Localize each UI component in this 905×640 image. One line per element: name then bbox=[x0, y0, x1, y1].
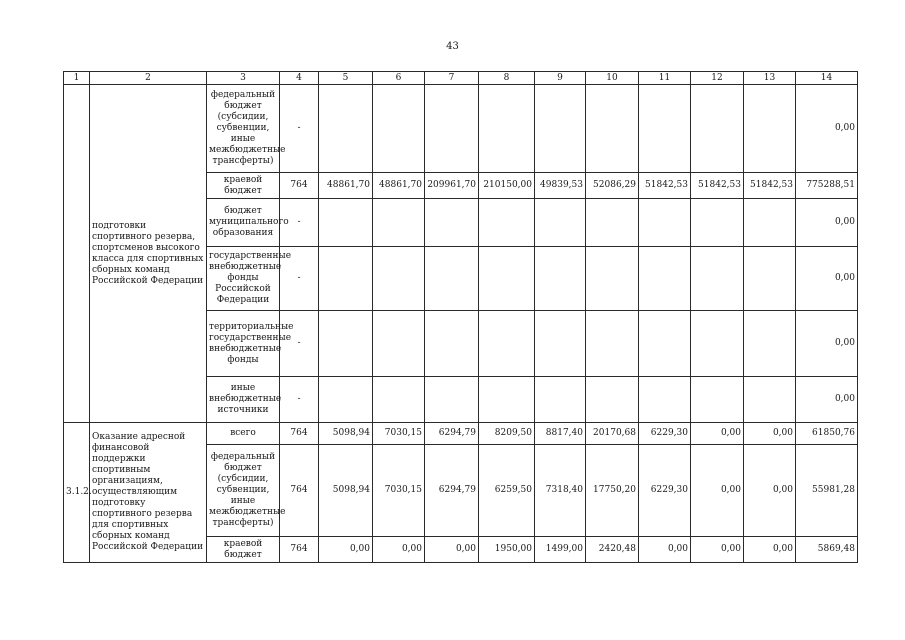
funding-source: федеральный бюджет (субсидии, субвенции, иные межбюджетные трансферты) bbox=[207, 445, 280, 537]
year-value bbox=[319, 85, 373, 173]
year-value bbox=[319, 247, 373, 311]
year-value bbox=[319, 199, 373, 247]
year-value bbox=[373, 85, 425, 173]
year-value bbox=[535, 247, 586, 311]
year-value bbox=[586, 199, 639, 247]
year-value bbox=[479, 377, 535, 423]
year-value: 20170,68 bbox=[586, 423, 639, 445]
year-value bbox=[744, 247, 796, 311]
year-value bbox=[479, 247, 535, 311]
column-number: 11 bbox=[639, 72, 691, 85]
year-value: 8817,40 bbox=[535, 423, 586, 445]
year-value bbox=[425, 377, 479, 423]
year-value bbox=[479, 85, 535, 173]
year-value bbox=[425, 311, 479, 377]
year-value: 6229,30 bbox=[639, 423, 691, 445]
year-value bbox=[535, 85, 586, 173]
budget-code: 764 bbox=[280, 423, 319, 445]
year-value bbox=[479, 311, 535, 377]
funding-source: федеральный бюджет (субсидии, субвенции, иные межбюджетные трансферты) bbox=[207, 85, 280, 173]
year-value bbox=[425, 85, 479, 173]
year-value bbox=[639, 247, 691, 311]
year-value bbox=[425, 199, 479, 247]
funding-source: иные внебюджетные источники bbox=[207, 377, 280, 423]
column-number: 1 bbox=[64, 72, 90, 85]
year-value: 0,00 bbox=[319, 537, 373, 563]
year-value: 5098,94 bbox=[319, 445, 373, 537]
year-value bbox=[586, 247, 639, 311]
year-value: 1950,00 bbox=[479, 537, 535, 563]
budget-code: - bbox=[280, 199, 319, 247]
year-value: 1499,00 bbox=[535, 537, 586, 563]
year-value bbox=[639, 85, 691, 173]
budget-code: 764 bbox=[280, 445, 319, 537]
year-value: 7030,15 bbox=[373, 445, 425, 537]
total-value: 0,00 bbox=[796, 377, 858, 423]
year-value: 51842,53 bbox=[639, 173, 691, 199]
budget-code: - bbox=[280, 377, 319, 423]
budget-code: - bbox=[280, 85, 319, 173]
column-numbers-row bbox=[64, 72, 858, 85]
year-value: 5098,94 bbox=[319, 423, 373, 445]
year-value: 0,00 bbox=[425, 537, 479, 563]
total-value: 775288,51 bbox=[796, 173, 858, 199]
column-number: 2 bbox=[90, 72, 207, 85]
column-number: 6 bbox=[373, 72, 425, 85]
column-number: 12 bbox=[691, 72, 744, 85]
year-value bbox=[691, 247, 744, 311]
row-number: 3.1.2. bbox=[64, 423, 90, 563]
year-value bbox=[639, 311, 691, 377]
year-value bbox=[535, 199, 586, 247]
year-value bbox=[691, 199, 744, 247]
column-number: 5 bbox=[319, 72, 373, 85]
funding-source: бюджет муниципального образования bbox=[207, 199, 280, 247]
year-value bbox=[586, 85, 639, 173]
column-number: 9 bbox=[535, 72, 586, 85]
year-value: 0,00 bbox=[744, 423, 796, 445]
measure-name: Оказание адресной финансовой поддержки спортивным организациям, осуществляющим подготовку спортивного резерва для спортивных сборных команд Российской Федерации bbox=[90, 423, 207, 563]
budget-code: 764 bbox=[280, 173, 319, 199]
year-value bbox=[425, 247, 479, 311]
funding-source: краевой бюджет bbox=[207, 173, 280, 199]
year-value: 210150,00 bbox=[479, 173, 535, 199]
column-number: 10 bbox=[586, 72, 639, 85]
year-value bbox=[691, 377, 744, 423]
total-value: 0,00 bbox=[796, 199, 858, 247]
year-value: 6294,79 bbox=[425, 445, 479, 537]
year-value bbox=[639, 377, 691, 423]
year-value bbox=[373, 247, 425, 311]
total-value: 0,00 bbox=[796, 85, 858, 173]
table-row bbox=[64, 423, 858, 445]
year-value: 51842,53 bbox=[744, 173, 796, 199]
year-value: 48861,70 bbox=[319, 173, 373, 199]
total-value: 0,00 bbox=[796, 247, 858, 311]
year-value: 6259,50 bbox=[479, 445, 535, 537]
year-value: 0,00 bbox=[691, 423, 744, 445]
year-value: 17750,20 bbox=[586, 445, 639, 537]
year-value bbox=[691, 311, 744, 377]
year-value: 0,00 bbox=[691, 445, 744, 537]
funding-source: всего bbox=[207, 423, 280, 445]
year-value bbox=[744, 311, 796, 377]
year-value bbox=[639, 199, 691, 247]
year-value bbox=[479, 199, 535, 247]
year-value: 48861,70 bbox=[373, 173, 425, 199]
year-value bbox=[373, 377, 425, 423]
budget-table bbox=[63, 71, 858, 563]
year-value bbox=[373, 199, 425, 247]
funding-source: государственные внебюджетные фонды Российской Федерации bbox=[207, 247, 280, 311]
year-value bbox=[744, 85, 796, 173]
funding-source: территориальные государственные внебюджетные фонды bbox=[207, 311, 280, 377]
year-value bbox=[373, 311, 425, 377]
total-value: 0,00 bbox=[796, 311, 858, 377]
year-value: 7318,40 bbox=[535, 445, 586, 537]
year-value bbox=[535, 377, 586, 423]
year-value: 209961,70 bbox=[425, 173, 479, 199]
column-number: 13 bbox=[744, 72, 796, 85]
total-value: 5869,48 bbox=[796, 537, 858, 563]
total-value: 55981,28 bbox=[796, 445, 858, 537]
year-value bbox=[586, 377, 639, 423]
table-row bbox=[64, 85, 858, 173]
year-value: 2420,48 bbox=[586, 537, 639, 563]
column-number: 14 bbox=[796, 72, 858, 85]
budget-code: - bbox=[280, 247, 319, 311]
year-value: 52086,29 bbox=[586, 173, 639, 199]
year-value: 0,00 bbox=[691, 537, 744, 563]
row-number bbox=[64, 85, 90, 423]
year-value: 0,00 bbox=[639, 537, 691, 563]
year-value: 7030,15 bbox=[373, 423, 425, 445]
year-value: 49839,53 bbox=[535, 173, 586, 199]
measure-name: подготовки спортивного резерва, спортсменов высокого класса для спортивных сборных команд Российской Федерации bbox=[90, 85, 207, 423]
year-value: 6294,79 bbox=[425, 423, 479, 445]
year-value: 0,00 bbox=[744, 445, 796, 537]
page-number: 43 bbox=[446, 41, 459, 52]
funding-source: краевой бюджет bbox=[207, 537, 280, 563]
year-value bbox=[535, 311, 586, 377]
year-value bbox=[586, 311, 639, 377]
year-value bbox=[319, 311, 373, 377]
column-number: 3 bbox=[207, 72, 280, 85]
budget-code: - bbox=[280, 311, 319, 377]
column-number: 7 bbox=[425, 72, 479, 85]
column-number: 4 bbox=[280, 72, 319, 85]
year-value bbox=[744, 199, 796, 247]
year-value bbox=[744, 377, 796, 423]
year-value: 8209,50 bbox=[479, 423, 535, 445]
year-value: 6229,30 bbox=[639, 445, 691, 537]
year-value: 0,00 bbox=[744, 537, 796, 563]
budget-code: 764 bbox=[280, 537, 319, 563]
total-value: 61850,76 bbox=[796, 423, 858, 445]
column-number: 8 bbox=[479, 72, 535, 85]
year-value bbox=[691, 85, 744, 173]
year-value bbox=[319, 377, 373, 423]
year-value: 51842,53 bbox=[691, 173, 744, 199]
year-value: 0,00 bbox=[373, 537, 425, 563]
